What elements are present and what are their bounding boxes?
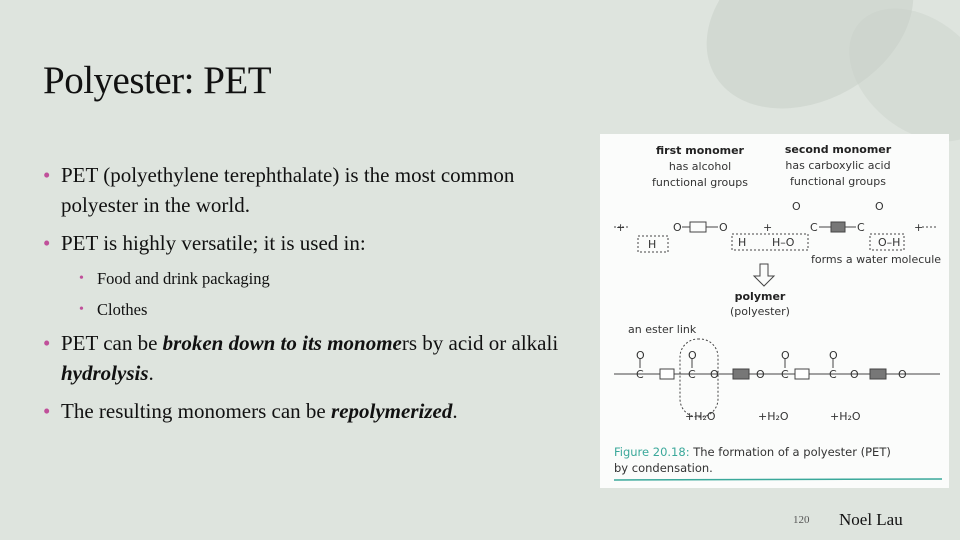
- bullet-text: PET is highly versatile; it is used in:: [61, 231, 366, 255]
- author-name: Noel Lau: [839, 510, 903, 529]
- svg-text:+H₂O: +H₂O: [685, 410, 716, 423]
- first-monomer-title: first monomer: [656, 144, 744, 157]
- emphasis-text: repolymerized: [331, 399, 453, 423]
- bullet-text: PET (polyethylene terephthalate) is the most common polyester in the world.: [61, 163, 515, 217]
- second-monomer-desc: functional groups: [790, 175, 886, 188]
- svg-text:O: O: [636, 349, 645, 362]
- svg-text:+: +: [616, 221, 626, 234]
- reaction-diagram: [600, 134, 949, 488]
- svg-text:O: O: [850, 368, 859, 381]
- svg-text:C: C: [636, 368, 644, 381]
- caption-rule: [614, 479, 942, 480]
- slide-title: Polyester: PET: [43, 59, 272, 102]
- second-monomer-desc: has carboxylic acid: [785, 159, 891, 172]
- bullet-text: rs by acid or alkali: [401, 331, 559, 355]
- svg-text:O: O: [710, 368, 719, 381]
- water-molecule-label: forms a water molecule: [811, 253, 942, 266]
- first-monomer-desc: has alcohol: [668, 160, 732, 173]
- svg-text:C: C: [781, 368, 789, 381]
- emphasis-text: hydrolysis: [61, 361, 149, 385]
- svg-text:+: +: [763, 221, 773, 234]
- svg-text:C: C: [857, 221, 865, 234]
- second-monomer-title: second monomer: [784, 143, 892, 156]
- svg-text:C: C: [688, 368, 696, 381]
- figure-caption: [614, 445, 891, 459]
- caption-text: The formation of a polyester (PET): [689, 445, 891, 459]
- bullet-item: [43, 396, 563, 426]
- svg-text:H–O: H–O: [772, 236, 795, 249]
- monomer-chain: [614, 222, 940, 417]
- svg-text:O: O: [673, 221, 682, 234]
- svg-text:O: O: [688, 349, 697, 362]
- svg-text:O–H: O–H: [878, 236, 901, 249]
- bullet-item: [43, 328, 563, 388]
- bullet-text: .: [452, 399, 458, 423]
- sub-bullet-item: [43, 297, 563, 323]
- svg-text:+: +: [914, 221, 924, 234]
- svg-text:+H₂O: +H₂O: [830, 410, 861, 423]
- figure-caption-line2: by condensation.: [614, 461, 713, 475]
- polyester-label: (polyester): [730, 305, 790, 318]
- svg-text:O: O: [756, 368, 765, 381]
- svg-text:O: O: [781, 349, 790, 362]
- page-number: 120: [793, 514, 810, 526]
- first-monomer-desc: functional groups: [652, 176, 748, 189]
- bullet-text: Clothes: [97, 300, 148, 319]
- pet-condensation-figure: [600, 134, 949, 488]
- bullet-text: The resulting monomers can be: [61, 399, 332, 423]
- bullet-item: [43, 228, 563, 258]
- emphasis-text: broken down to its monome: [162, 331, 402, 355]
- svg-text:H: H: [738, 236, 747, 249]
- svg-text:C: C: [810, 221, 818, 234]
- svg-text:O: O: [792, 200, 801, 213]
- bullet-text: PET can be: [61, 331, 163, 355]
- caption-label: Figure 20.18:: [614, 445, 690, 459]
- svg-text:O: O: [829, 349, 838, 362]
- ester-link-label: an ester link: [628, 323, 697, 336]
- svg-text:O: O: [898, 368, 907, 381]
- svg-text:C: C: [829, 368, 837, 381]
- polymer-label: polymer: [734, 290, 786, 303]
- sub-bullet-item: [43, 266, 563, 292]
- bullet-text: .: [148, 361, 154, 385]
- svg-text:H: H: [648, 238, 657, 251]
- svg-text:+H₂O: +H₂O: [758, 410, 789, 423]
- bullet-item: [43, 160, 563, 220]
- svg-text:O: O: [875, 200, 884, 213]
- bullet-list: [43, 160, 563, 434]
- bullet-text: Food and drink packaging: [97, 269, 270, 288]
- svg-text:O: O: [719, 221, 728, 234]
